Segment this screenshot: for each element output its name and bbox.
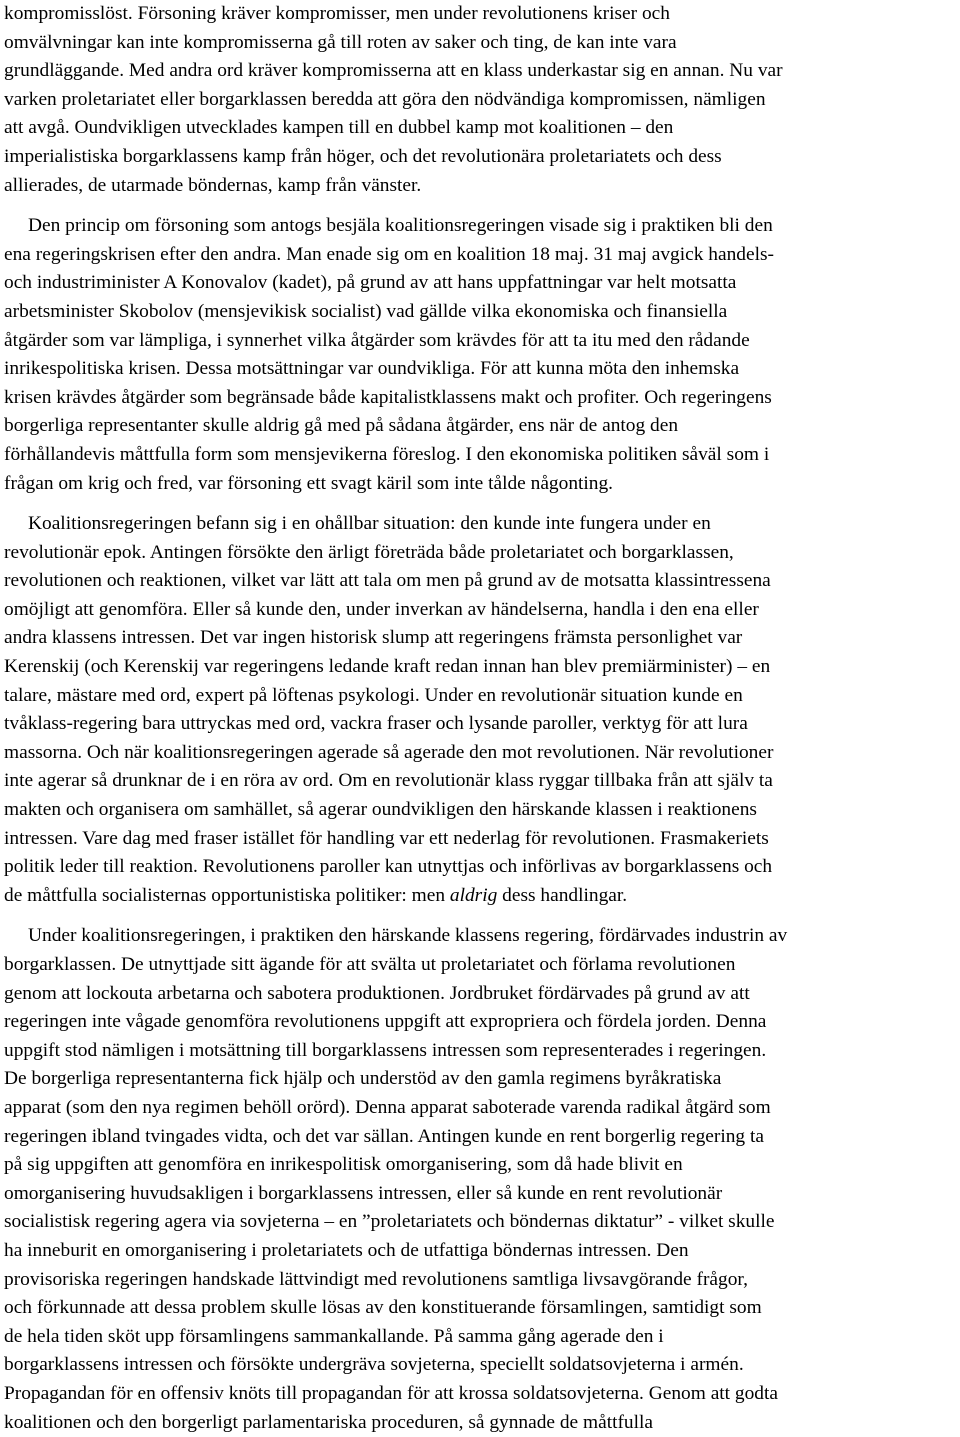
paragraph-1 bbox=[4, 0, 954, 200]
text-line: att avgå. Oundvikligen utvecklades kampen till en dubbel kamp mot koalitionen – den bbox=[4, 114, 954, 143]
paragraph-gap bbox=[4, 910, 954, 922]
text-line: socialistisk regering agera via sovjeterna – en ”proletariatets och böndernas diktatur” - vilket skulle bbox=[4, 1208, 954, 1237]
text-line: borgarklassen. De utnyttjade sitt ägande för att svälta ut proletariatet och förlama revolutionen bbox=[4, 951, 954, 980]
text-line: Koalitionsregeringen befann sig i en ohållbar situation: den kunde inte fungera under en bbox=[4, 510, 954, 539]
text-line: ha inneburit en omorganisering i proletariatets och de utfattiga böndernas intressen. Den bbox=[4, 1237, 954, 1266]
text-line: borgerliga representanter skulle aldrig gå med på sådana åtgärder, ens när de antog den bbox=[4, 412, 954, 441]
paragraph-gap bbox=[4, 200, 954, 212]
text-line: varken proletariatet eller borgarklassen beredda att göra den nödvändiga kompromissen, nämligen bbox=[4, 86, 954, 115]
text-line: massorna. Och när koalitionsregeringen agerade så agerade den mot revolutionen. När revolutioner bbox=[4, 739, 954, 768]
text-line: frågan om krig och fred, var försoning ett svagt käril som inte tålde någonting. bbox=[4, 470, 954, 499]
paragraph-3 bbox=[4, 510, 954, 910]
text-line: Den princip om försoning som antogs besjäla koalitionsregeringen visade sig i praktiken bli den bbox=[4, 212, 954, 241]
text-line: borgarklassens intressen och försökte undergräva sovjeterna, speciellt soldatsovjeterna i armén. bbox=[4, 1351, 954, 1380]
text-line: talare, mästare med ord, expert på löftenas psykologi. Under en revolutionär situation kunde en bbox=[4, 682, 954, 711]
text-line: ena regeringskrisen efter den andra. Man enade sig om en koalition 18 maj. 31 maj avgick handels- bbox=[4, 241, 954, 270]
text-line: genom att lockouta arbetarna och sabotera produktionen. Jordbruket fördärvades på grund av att bbox=[4, 980, 954, 1009]
text-line: och förkunnade att dessa problem skulle lösas av den konstituerande församlingen, samtidigt som bbox=[4, 1294, 954, 1323]
text-run: dess handlingar. bbox=[497, 885, 627, 906]
text-line: uppgift stod nämligen i motsättning till borgarklassens intressen som representerades i regeringen. bbox=[4, 1037, 954, 1066]
emphasized-word: aldrig bbox=[450, 885, 497, 906]
document-page bbox=[4, 0, 954, 1437]
text-line: Kerenskij (och Kerenskij var regeringens ledande kraft redan innan han blev premiärminister) – en bbox=[4, 653, 954, 682]
text-line: andra klassens intressen. Det var ingen historisk slump att regeringens främsta personlighet var bbox=[4, 624, 954, 653]
text-line: revolutionär epok. Antingen försökte den ärligt företräda både proletariatet och borgarklassen, bbox=[4, 539, 954, 568]
text-line: omöjligt att genomföra. Eller så kunde den, under inverkan av händelserna, handla i den ena eller bbox=[4, 596, 954, 625]
text-line: De borgerliga representanterna fick hjälp och understöd av den gamla regimens byråkratiska bbox=[4, 1065, 954, 1094]
text-line: inte agerar så drunknar de i en röra av ord. Om en revolutionär klass ryggar tillbaka från att själv ta bbox=[4, 767, 954, 796]
text-line: apparat (som den nya regimen behöll orörd). Denna apparat saboterade varenda radikal åtgärd som bbox=[4, 1094, 954, 1123]
text-line: och industriminister A Konovalov (kadet), på grund av att hans uppfattningar var helt motsatta bbox=[4, 269, 954, 298]
text-line: på sig uppgiften att genomföra en inrikespolitisk omorganisering, som då hade blivit en bbox=[4, 1151, 954, 1180]
text-line: makten och organisera om samhället, så agerar oundvikligen den härskande klassen i reaktionens bbox=[4, 796, 954, 825]
text-line: politik leder till reaktion. Revolutionens paroller kan utnyttjas och införlivas av borgarklassens och bbox=[4, 853, 954, 882]
text-line: de hela tiden sköt upp församlingens sammankallande. På samma gång agerade den i bbox=[4, 1323, 954, 1352]
text-line: kompromisslöst. Försoning kräver kompromisser, men under revolutionens kriser och bbox=[4, 0, 954, 29]
text-line: åtgärder som var lämpliga, i synnerhet vilka åtgärder som krävdes för att ta itu med den rådande bbox=[4, 327, 954, 356]
text-line: Propagandan för en offensiv knöts till propagandan för att krossa soldatsovjeterna. Genom att godta bbox=[4, 1380, 954, 1409]
text-line: imperialistiska borgarklassens kamp från höger, och det revolutionära proletariatets och dess bbox=[4, 143, 954, 172]
text-line: provisoriska regeringen handskade lättvindigt med revolutionens samtliga livsavgörande frågor, bbox=[4, 1266, 954, 1295]
text-line-with-emphasis bbox=[4, 882, 954, 911]
text-line: krisen krävdes åtgärder som begränsade både kapitalistklassens makt och profiter. Och regeringens bbox=[4, 384, 954, 413]
text-line: tvåklass-regering bara uttryckas med ord, vackra fraser och lysande paroller, verktyg för att lura bbox=[4, 710, 954, 739]
text-line: allierades, de utarmade böndernas, kamp från vänster. bbox=[4, 172, 954, 201]
paragraph-gap bbox=[4, 498, 954, 510]
text-line: grundläggande. Med andra ord kräver kompromisserna att en klass underkastar sig en annan. Nu var bbox=[4, 57, 954, 86]
text-line: arbetsminister Skobolov (mensjevikisk socialist) vad gällde vilka ekonomiska och finansiella bbox=[4, 298, 954, 327]
text-line: förhållandevis måttfulla form som mensjevikerna föreslog. I den ekonomiska politiken såväl som i bbox=[4, 441, 954, 470]
text-line: revolutionen och reaktionen, vilket var lätt att tala om men på grund av de motsatta klassintressena bbox=[4, 567, 954, 596]
text-line: inrikespolitiska krisen. Dessa motsättningar var oundvikliga. För att kunna möta den inhemska bbox=[4, 355, 954, 384]
text-line: omorganisering huvudsakligen i borgarklassens intressen, eller så kunde en rent revolutionär bbox=[4, 1180, 954, 1209]
text-line: regeringen inte vågade genomföra revolutionens uppgift att expropriera och fördela jorden. Denna bbox=[4, 1008, 954, 1037]
paragraph-2 bbox=[4, 212, 954, 498]
text-line: omvälvningar kan inte kompromisserna gå till roten av saker och ting, de kan inte vara bbox=[4, 29, 954, 58]
text-run: de måttfulla socialisternas opportunistiska politiker: men bbox=[4, 885, 450, 906]
text-line: Under koalitionsregeringen, i praktiken den härskande klassens regering, fördärvades industrin av bbox=[4, 922, 954, 951]
text-line: intressen. Vare dag med fraser istället för handling var ett nederlag för revolutionen. Frasmakeriets bbox=[4, 825, 954, 854]
text-line: regeringen ibland tvingades vidta, och det var sällan. Antingen kunde en rent borgerlig regering ta bbox=[4, 1123, 954, 1152]
text-line: koalitionen och den borgerligt parlamentariska proceduren, så gynnade de måttfulla bbox=[4, 1409, 954, 1437]
paragraph-4 bbox=[4, 922, 954, 1437]
